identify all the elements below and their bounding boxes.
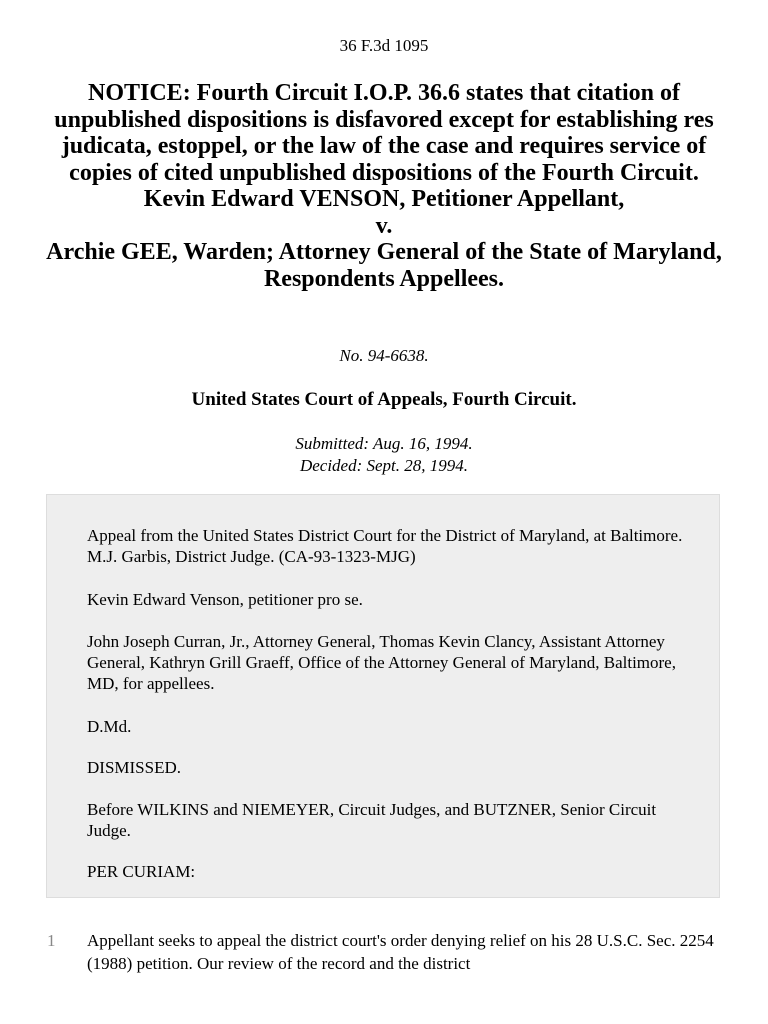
district-text: D.Md. — [87, 717, 132, 736]
docket-number: No. 94-6638. — [339, 346, 429, 365]
appeal-from-text: Appeal from the United States District Court for the District of Maryland, at Baltimore. M.J. Garbis, District Judge. (CA-93-1323-MJG) — [87, 526, 683, 566]
case-caption — [40, 80, 728, 292]
reporter-citation: 36 F.3d 1095 — [339, 36, 429, 55]
case-dates — [0, 433, 768, 477]
appellee-counsel-text: John Joseph Curran, Jr., Attorney General, Thomas Kevin Clancy, Assistant Attorney General, Kathryn Grill Graeff, Office of the Attorney General of Maryland, Baltimore, MD, for appellees. — [87, 632, 676, 693]
respondents-line: Archie GEE, Warden; Attorney General of the State of Maryland, Respondents Appellees. — [46, 239, 722, 292]
petitioner-counsel-text: Kevin Edward Venson, petitioner pro se. — [87, 590, 363, 609]
paragraph-text: Appellant seeks to appeal the district court's order denying relief on his 28 U.S.C. Sec. 2254 (1988) petition. Our review of the record and the district — [87, 931, 714, 973]
versus-line: v. — [375, 212, 393, 239]
per-curiam-text: PER CURIAM: — [87, 862, 196, 881]
notice-text: NOTICE: Fourth Circuit I.O.P. 36.6 states that citation of unpublished dispositions is disfavored except for establishing res judicata, estoppel, or the law of the case and requires service of copies of cited unpublished dispositions of the Fourth Circuit. — [54, 80, 714, 186]
panel-text: Before WILKINS and NIEMEYER, Circuit Judges, and BUTZNER, Senior Circuit Judge. — [87, 800, 657, 840]
submitted-date: Submitted: Aug. 16, 1994. — [295, 434, 473, 453]
petitioner-line: Kevin Edward VENSON, Petitioner Appellant, — [143, 186, 625, 212]
disposition-text: DISMISSED. — [87, 758, 181, 777]
court-name: United States Court of Appeals, Fourth Circuit. — [191, 389, 577, 410]
case-summary-box — [46, 494, 720, 898]
paragraph-number: 1 — [47, 931, 56, 950]
decided-date: Decided: Sept. 28, 1994. — [299, 456, 469, 475]
